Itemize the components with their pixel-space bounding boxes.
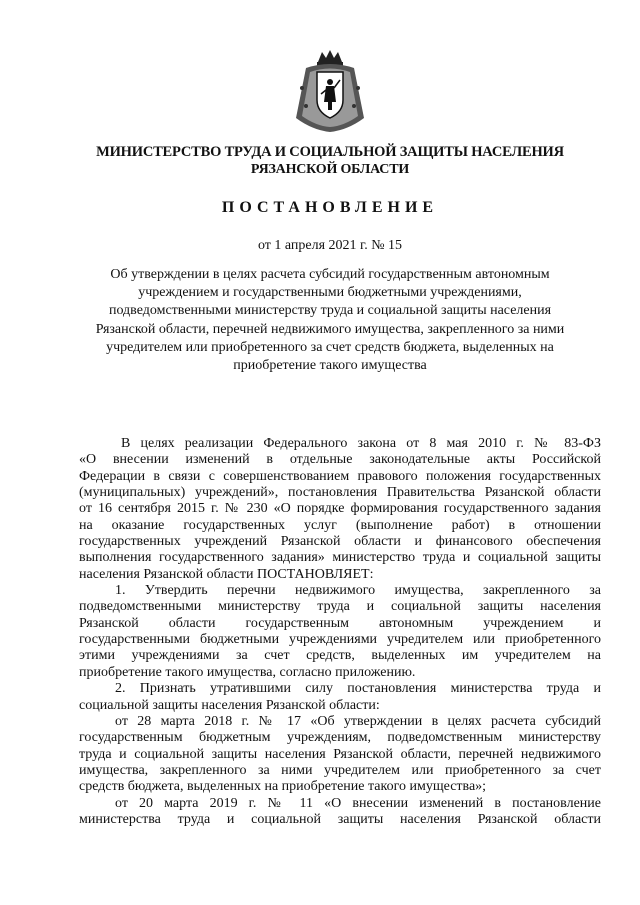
body-line: этими учреждениями за счет средств, выделенных им учредителем на [79,648,601,664]
body-line: 2. Признать утратившими силу постановления министерства труда и [115,681,601,697]
body-line: имущества, закрепленного за ними учредителем или приобретенного за счет [79,762,601,778]
body-line: министерства труда и социальной защиты населения Рязанской области [79,811,601,827]
subject-line: учреждением и государственными бюджетными учреждениями, [138,285,522,301]
body-line: от 16 сентября 2015 г. № 230 «О порядке формирования государственного задания [79,501,601,517]
body-line: социальной защиты населения Рязанской области: [79,697,380,713]
body-line: от 28 марта 2018 г. № 17 «Об утверждении в целях расчета субсидий [115,713,601,729]
subject-line: приобретение такого имущества [233,358,427,374]
body-line: подведомственными министерству труда и социальной защиты населения [79,599,601,615]
body-line: Федерации в связи с совершенствованием правового положения государственных [79,468,601,484]
subject-line: Об утверждении в целях расчета субсидий государственным автономным [110,267,550,282]
body-line: государственных учреждений Рязанской области и финансового обеспечения [79,534,601,550]
body-line: 1. Утвердить перечни недвижимого имущества, закрепленного за [115,583,601,599]
body-line: приобретение такого имущества, согласно приложению. [79,664,416,680]
body-line: населения Рязанской области ПОСТАНОВЛЯЕТ: [79,566,374,582]
body-line: от 20 марта 2019 г. № 11 «О внесении изменений в постановление [115,795,601,811]
body-line: государственным бюджетным учреждениям, подведомственным министерству [79,730,601,746]
ryazan-coat-of-arms-icon [288,48,372,136]
document-date-number: от 1 апреля 2021 г. № 15 [257,238,403,253]
body-line: выполнения государственного задания» министерство труда и социальной защиты [79,550,601,566]
document-body [79,436,601,828]
subject-line: Рязанской области, перечней недвижимого имущества, закрепленного за ними [95,321,565,337]
body-line: государственными бюджетными учреждениями учредителем или приобретенного [79,632,601,648]
subject-line: подведомственными министерству труда и социальной защиты населения [108,303,552,319]
document-type-title: ПОСТАНОВЛЕНИЕ [221,199,439,216]
body-line: труда и социальной защиты населения Рязанской области, перечней недвижимого [79,746,601,762]
ministry-name-line2: РЯЗАНСКОЙ ОБЛАСТИ [250,162,410,177]
body-line: Рязанской области государственным автономным учреждением и [79,615,601,631]
body-line: на оказание государственных услуг (выполнение работ) в отношении [79,517,601,533]
body-line: (муниципальных) учреждений», постановления Правительства Рязанской области [79,485,601,501]
body-line: средств бюджета, выделенных на приобретение такого имущества»; [79,779,487,795]
document-subject [80,266,580,375]
body-line: «О внесении изменений в отдельные законодательные акты Российской [79,452,601,468]
ministry-name-line1: МИНИСТЕРСТВО ТРУДА И СОЦИАЛЬНОЙ ЗАЩИТЫ НАСЕЛЕНИЯ [96,144,564,160]
subject-line: учредителем или приобретенного за счет средств бюджета, выделенных на [106,339,554,355]
body-line: В целях реализации Федерального закона от 8 мая 2010 г. № 83-ФЗ [121,436,601,451]
